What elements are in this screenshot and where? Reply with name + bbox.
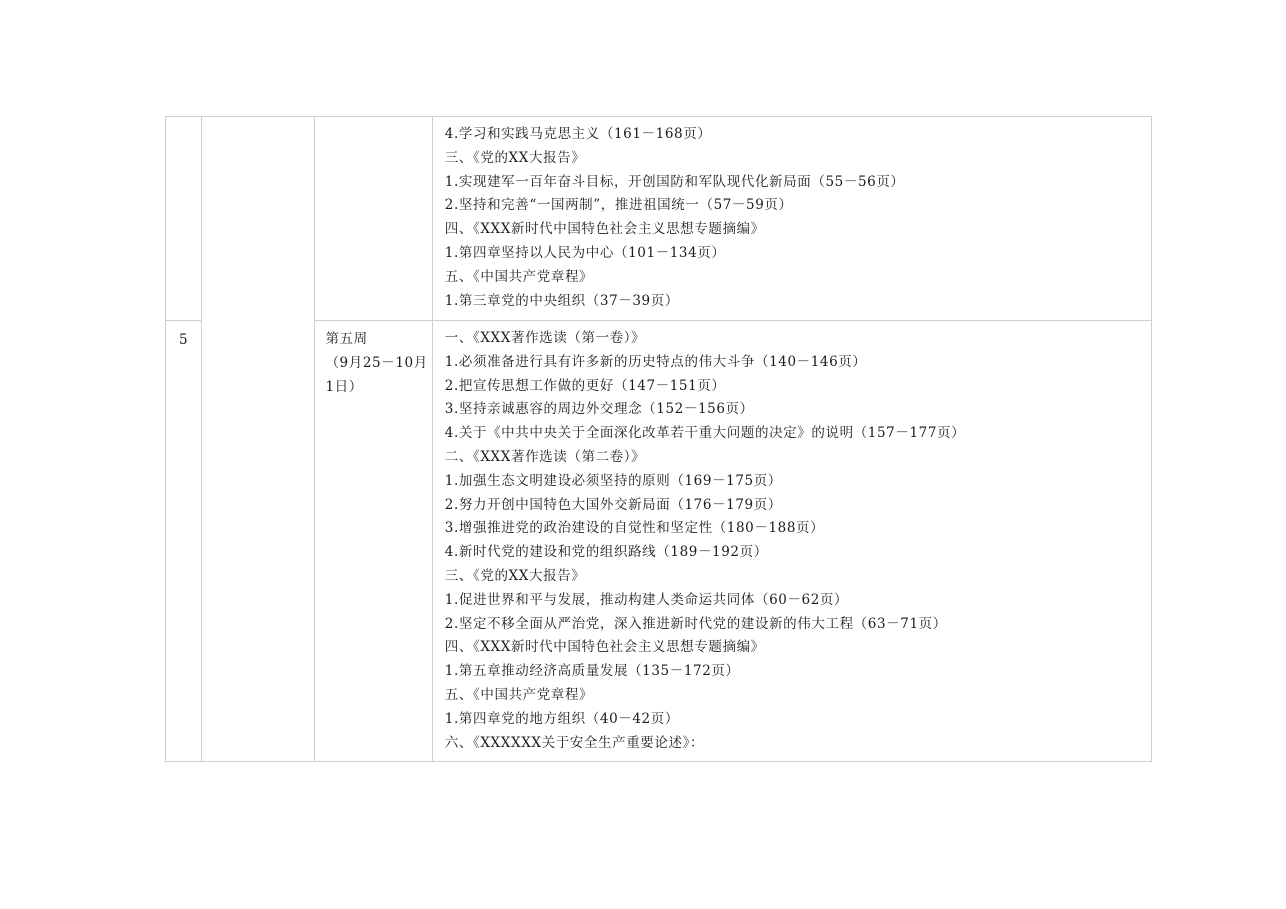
content-line: 1.第四章坚持以人民为中心（101－134页） <box>444 244 726 261</box>
week-date-range: （9月25－10月 <box>325 354 428 371</box>
content-line: 三、《党的XX大报告》 <box>444 149 586 166</box>
content-line: 一、《XXX著作选读（第一卷）》 <box>444 330 646 346</box>
content-line: 2.坚持和完善“一国两制”，推进祖国统一（57－59页） <box>444 197 793 214</box>
week-cell <box>315 321 432 762</box>
content-line: 三、《党的XX大报告》 <box>444 567 586 584</box>
content-line: 2.坚定不移全面从严治党，深入推进新时代党的建设新的伟大工程（63－71页） <box>444 615 947 632</box>
content-line: 2.努力开创中国特色大国外交新局面（176－179页） <box>444 496 782 513</box>
row-number-cell <box>166 117 202 321</box>
content-line: 1.第三章党的中央组织（37－39页） <box>444 292 679 309</box>
week-cell <box>315 117 432 321</box>
content-line: 1.促进世界和平与发展，推动构建人类命运共同体（60－62页） <box>444 591 849 608</box>
content-line: 五、《中国共产党章程》 <box>444 268 594 285</box>
study-schedule-table <box>165 116 1152 762</box>
content-line: 4.学习和实践马克思主义（161－168页） <box>444 126 712 142</box>
content-line: 4.新时代党的建设和党的组织路线（189－192页） <box>444 544 768 561</box>
content-line: 1.加强生态文明建设必须坚持的原则（169－175页） <box>444 472 782 489</box>
content-line: 四、《XXX新时代中国特色社会主义思想专题摘编》 <box>444 639 765 656</box>
content-line: 4.关于《中共中央关于全面深化改革若干重大问题的决定》的说明（157－177页） <box>444 425 966 442</box>
content-line: 1.实现建军一百年奋斗目标，开创国防和军队现代化新局面（55－56页） <box>444 173 905 190</box>
content-line: 五、《中国共产党章程》 <box>444 686 594 703</box>
unit-cell <box>202 117 315 762</box>
content-line: 1.第四章党的地方组织（40－42页） <box>444 710 679 727</box>
table-row <box>166 117 1152 321</box>
row-number: 5 <box>178 332 189 348</box>
row-number-cell <box>166 321 202 762</box>
content-cell <box>432 321 1151 762</box>
content-line: 2.把宣传思想工作做的更好（147－151页） <box>444 377 726 394</box>
content-line: 1.第五章推动经济高质量发展（135－172页） <box>444 663 740 680</box>
week-date-range: 1日） <box>325 378 363 395</box>
content-line: 3.坚持亲诚惠容的周边外交理念（152－156页） <box>444 401 754 418</box>
content-line: 六、《XXXXXX关于安全生产重要论述》： <box>444 734 705 751</box>
content-line: 1.必须准备进行具有许多新的历史特点的伟大斗争（140－146页） <box>444 353 867 370</box>
week-label: 第五周 <box>325 331 368 347</box>
content-line: 3.增强推进党的政治建设的自觉性和坚定性（180－188页） <box>444 520 825 537</box>
content-line: 二、《XXX著作选读（第二卷）》 <box>444 448 646 465</box>
content-cell <box>432 117 1151 321</box>
content-line: 四、《XXX新时代中国特色社会主义思想专题摘编》 <box>444 221 765 238</box>
